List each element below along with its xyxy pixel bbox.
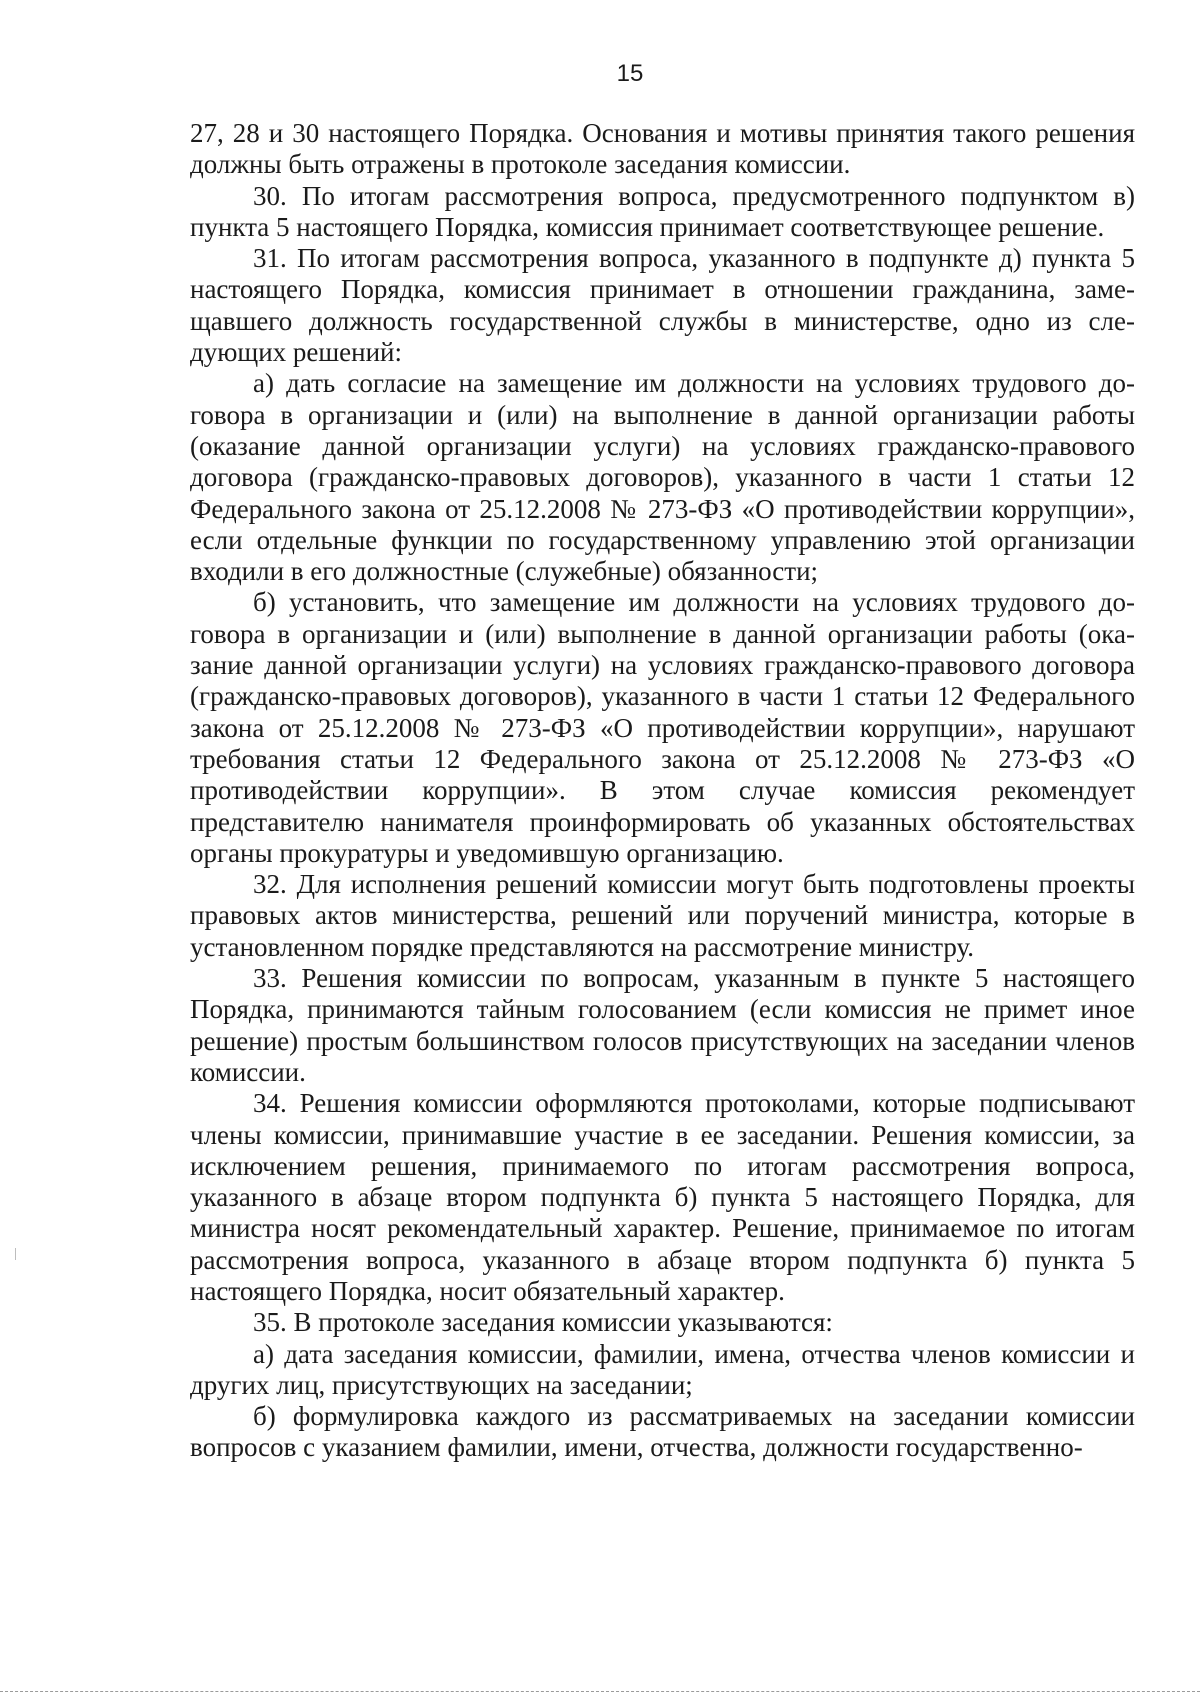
paragraph-35: 35. В протоколе заседания комиссии указываются: [253,1307,833,1338]
paragraph-31-a: а) дать согласие на замещение им должности на условиях трудового договора в организации и (или) на выполнение в данной организации работы (оказание данной организации услуги) на условиях гражданско-правового договора (гражданско-правовых договоров), указанного в части 1 статьи 12 Федерального закона от 25.12.2008 № 273-ФЗ «О противодействии коррупции», если отдельные функции по государственному управлению этой организации входили в его должностные (служебные) обязанности; [190,368,1135,587]
paragraph-35-b: б) формулировка каждого из рассматриваемых на заседании комиссии вопросов с указанием фамилии, имени, отчества, должности государственно- [190,1401,1135,1463]
page-number: 15 [616,60,644,87]
paragraph-31-b: б) установить, что замещение им должности на условиях трудового договора в организации и (или) выполнение в данной организации работы (оказание данной организации услуги) на условиях гражданско-правового договора (гражданско-правовых договоров), указанного в части 1 статьи 12 Федерального закона от 25.12.2008 № 273-ФЗ «О противодействии коррупции», нарушают требования статьи 12 Федерального закона от 25.12.2008 № 273-ФЗ «О противодействии коррупции». В этом случае комиссия рекомендует представителю нанимателя проинформировать об указанных обстоятельствах органы прокуратуры и уведомившую организацию. [190,587,1135,868]
paragraph-33: 33. Решения комиссии по вопросам, указанным в пункте 5 настоящего Порядка, принимаются тайным голосованием (если комиссия не примет иное решение) простым большинством голосов присутствующих на заседании членов комиссии. [190,963,1135,1087]
paragraph-31: 31. По итогам рассмотрения вопроса, указанного в подпункте д) пункта 5 настоящего Порядка, комиссия принимает в отношении гражданина, замещавшего должность государственной службы в министерстве, одно из следующих решений: [190,243,1135,368]
paragraph-continuation: 27, 28 и 30 настоящего Порядка. Основания и мотивы принятия такого решения должны быть отражены в протоколе заседания комиссии. [190,118,1135,180]
scan-speck [15,1248,16,1260]
document-body [190,118,1135,1464]
paragraph-30: 30. По итогам рассмотрения вопроса, предусмотренного подпунктом в) пункта 5 настоящего Порядка, комиссия принимает соответствующее решение. [190,180,1135,242]
paragraph-35-a: а) дата заседания комиссии, фамилии, имена, отчества членов комиссии и других лиц, присутствующих на заседании; [190,1338,1135,1400]
scan-bottom-edge [0,1691,1200,1692]
paragraph-34: 34. Решения комиссии оформляются протоколами, которые подписывают члены комиссии, принимавшие участие в ее заседании. Решения комиссии, за исключением решения, принимаемого по итогам рассмотрения вопроса, указанного в абзаце втором подпункта б) пункта 5 настоящего Порядка, для министра носят рекомендательный характер. Решение, принимаемое по итогам рассмотрения вопроса, указанного в абзаце втором подпункта б) пункта 5 настоящего Порядка, носит обязательный характер. [190,1088,1135,1306]
paragraph-32: 32. Для исполнения решений комиссии могут быть подготовлены проекты правовых актов министерства, решений или поручений министра, которые в установленном порядке представляются на рассмотрение министру. [190,869,1135,962]
